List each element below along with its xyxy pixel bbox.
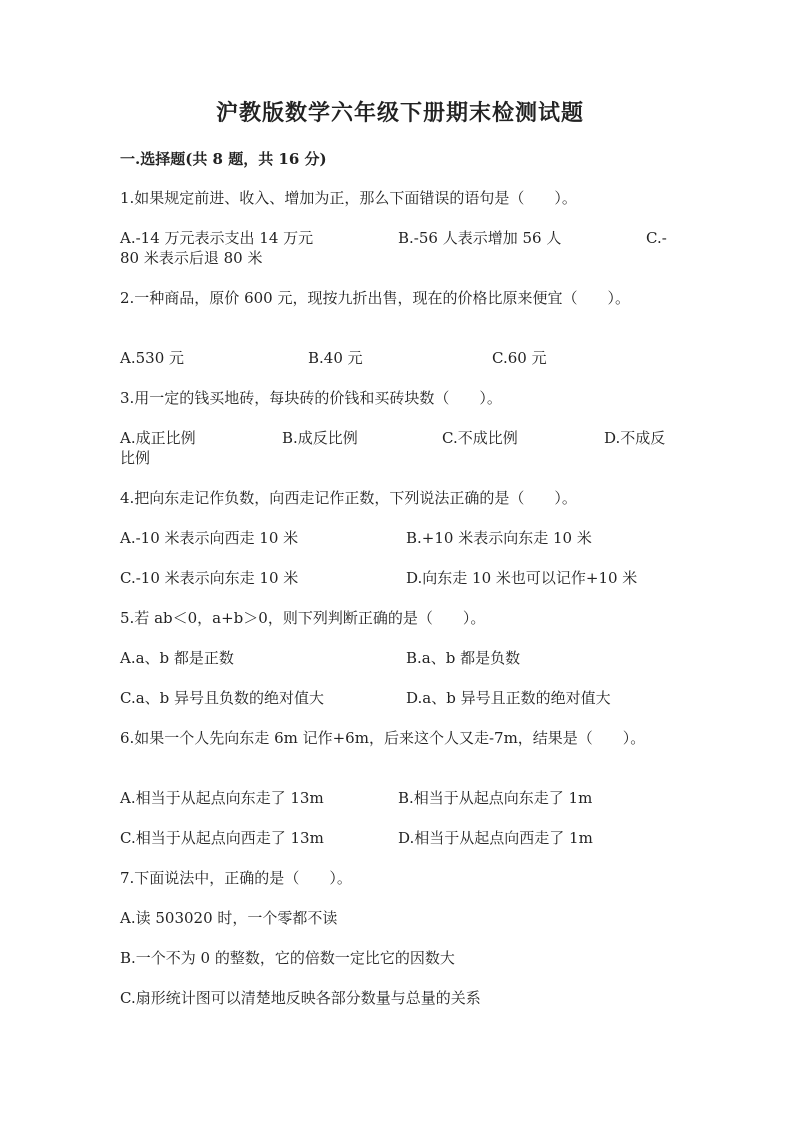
section-heading: 一.选择题(共 8 题，共 16 分): [120, 150, 327, 168]
question-3-option-d: D.不成反: [604, 429, 666, 447]
question-6-stem: 6.如果一个人先向东走 6m 记作+6m，后来这个人又走-7m，结果是（ ）。: [120, 729, 646, 747]
question-3-option-d-continued: 比例: [120, 449, 151, 467]
question-4-stem: 4.把向东走记作负数，向西走记作正数，下列说法正确的是（ ）。: [120, 489, 577, 507]
question-4-option-a: A.-10 米表示向西走 10 米: [120, 529, 299, 547]
question-6-option-b: B.相当于从起点向东走了 1m: [398, 789, 593, 807]
question-1-stem: 1.如果规定前进、收入、增加为正，那么下面错误的语句是（ ）。: [120, 189, 577, 207]
question-4-option-d: D.向东走 10 米也可以记作+10 米: [406, 569, 638, 587]
question-1-option-c: C.-: [646, 229, 667, 247]
question-7-option-c: C.扇形统计图可以清楚地反映各部分数量与总量的关系: [120, 989, 481, 1007]
question-1-option-b: B.-56 人表示增加 56 人: [398, 229, 562, 247]
question-2-option-b: B.40 元: [308, 349, 363, 367]
question-7-option-b: B.一个不为 0 的整数，它的倍数一定比它的因数大: [120, 949, 455, 967]
question-5-option-d: D.a、b 异号且正数的绝对值大: [406, 689, 611, 707]
question-4-option-c: C.-10 米表示向东走 10 米: [120, 569, 299, 587]
question-5-option-a: A.a、b 都是正数: [120, 649, 234, 667]
question-6-option-c: C.相当于从起点向西走了 13m: [120, 829, 324, 847]
question-3-option-a: A.成正比例: [120, 429, 196, 447]
question-1-option-c-continued: 80 米表示后退 80 米: [120, 249, 263, 267]
question-2-option-c: C.60 元: [492, 349, 547, 367]
page-title: 沪教版数学六年级下册期末检测试题: [215, 100, 584, 126]
question-4-option-b: B.+10 米表示向东走 10 米: [406, 529, 592, 547]
question-2-stem: 2.一种商品，原价 600 元，现按九折出售，现在的价格比原来便宜（ ）。: [120, 289, 630, 307]
question-3-option-b: B.成反比例: [282, 429, 358, 447]
question-6-option-d: D.相当于从起点向西走了 1m: [398, 829, 593, 847]
question-3-option-c: C.不成比例: [442, 429, 518, 447]
question-5-stem: 5.若 ab＜0，a+b＞0，则下列判断正确的是（ ）。: [120, 609, 486, 627]
question-3-stem: 3.用一定的钱买地砖，每块砖的价钱和买砖块数（ ）。: [120, 389, 502, 407]
question-2-option-a: A.530 元: [120, 349, 184, 367]
question-5-option-b: B.a、b 都是负数: [406, 649, 521, 667]
question-5-option-c: C.a、b 异号且负数的绝对值大: [120, 689, 325, 707]
question-7-option-a: A.读 503020 时，一个零都不读: [120, 909, 338, 927]
question-6-option-a: A.相当于从起点向东走了 13m: [120, 789, 324, 807]
question-7-stem: 7.下面说法中，正确的是（ ）。: [120, 869, 352, 887]
question-1-option-a: A.-14 万元表示支出 14 万元: [120, 229, 314, 247]
